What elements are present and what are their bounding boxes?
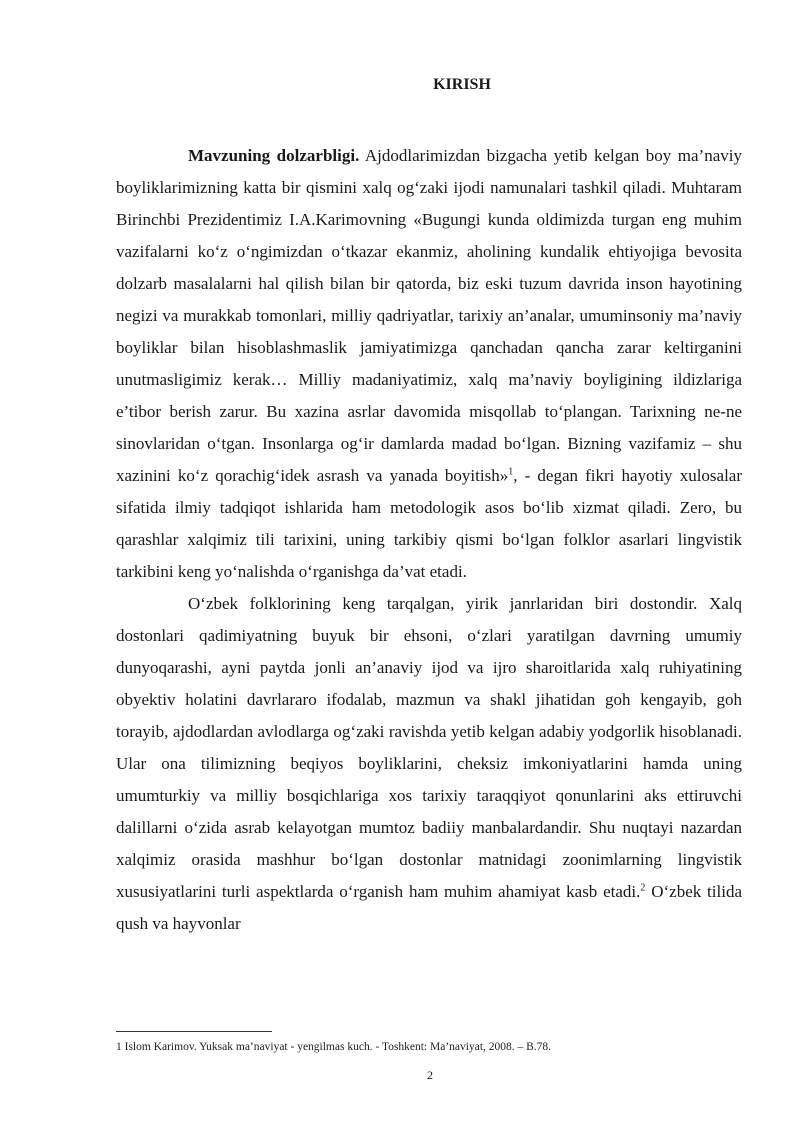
footnote: 1 Islom Karimov. Yuksak ma’naviyat - yengilmas kuch. - Toshkent: Ma’naviyat, 2008. – B.78. [116, 1041, 552, 1053]
paragraph-text: O‘zbek tilida qush va hayvonlar [116, 882, 742, 933]
page-title: KIRISH [433, 76, 491, 93]
paragraph-text: O‘zbek folklorining keng tarqalgan, yirik janrlaridan biri dostondir. Xalq dostonlari qadimiyatning buyuk bir ehsoni, o‘zlari yaratilgan davrning umumiy dunyoqarashi, ayni paytda jonli an’anaviy ijod va ijro sharoitlarida xalq ruhiyatining obyektiv holatini davrlararo ifodalab, mazmun va shakl jihatidan goh kengayib, goh torayib, ajdodlardan avlodlarga og‘zaki ravishda yetib kelgan adabiy yodgorlik hisoblanadi. Ular ona tilimizning beqiyos boyliklarini, cheksiz imkoniyatlarini hamda uning umumturkiy va milliy bosqichlariga xos tarixiy taraqqiyot qonunlarini aks ettiruvchi dalillarni o‘zida asrab kelayotgan mumtoz badiiy manbalardandir. Shu nuqtayi nazardan xalqimiz orasida mashhur bo‘lgan dostonlar matnidagi zoonimlarning lingvistik xususiyatlarini turli aspektlarda o‘rganish ham muhim ahamiyat kasb etadi. [116, 594, 742, 901]
paragraph-lead-heading: Mavzuning dolzarbligi. [188, 146, 360, 165]
paragraph-text: , - degan fikri hayotiy xulosalar sifatida ilmiy tadqiqot ishlarida ham metodologik asos bo‘lib xizmat qiladi. Zero, bu qarashlar xalqimiz tili tarixini, uning tarkibiy qismi bo‘lgan folklor asarlari lingvistik tarkibini keng yo‘nalishda o‘rganishga da’vat etadi. [116, 466, 743, 581]
paragraph-relevance [116, 140, 742, 588]
body-text [116, 140, 742, 940]
footnote-separator [116, 1031, 272, 1032]
footnote-reference: 2 [640, 882, 646, 894]
footnote-reference: 1 [508, 466, 514, 478]
paragraph-epos [116, 588, 742, 940]
paragraph-text: Ajdodlarimizdan bizgacha yetib kelgan boy ma’naviy boyliklarimizning katta bir qismini xalq og‘zaki ijodi namunalari tashkil qiladi. Muhtaram Birinchbi Prezidentimiz I.A.Karimovning «Bugungi kunda oldimizda turgan eng muhim vazifalarni ko‘z o‘ngimizdan o‘tkazar ekanmiz, aholining kundalik ehtiyojiga bevosita dolzarb masalalarni hal qilish bilan bir qatorda, biz eski tuzum davrida inson hayotining negizi va murakkab tomonlari, milliy qadriyatlar, tarixiy an’analar, umuminsoniy ma’naviy boyliklar bilan hisoblashmaslik jamiyatimizga qanchadan qancha zarar keltirganini unutmasligimiz kerak… Milliy madaniyatimiz, xalq ma’naviy boyligining ildizlariga e’tibor berish zarur. Bu xazina asrlar davomida misqollab to‘plangan. Tarixning ne-ne sinovlaridan o‘tgan. Insonlarga og‘ir damlarda madad bo‘lgan. Bizning vazifamiz – shu xazinini ko‘z qorachig‘idek asrash va yanada boyitish» [116, 146, 742, 485]
page-number: 2 [427, 1068, 433, 1082]
